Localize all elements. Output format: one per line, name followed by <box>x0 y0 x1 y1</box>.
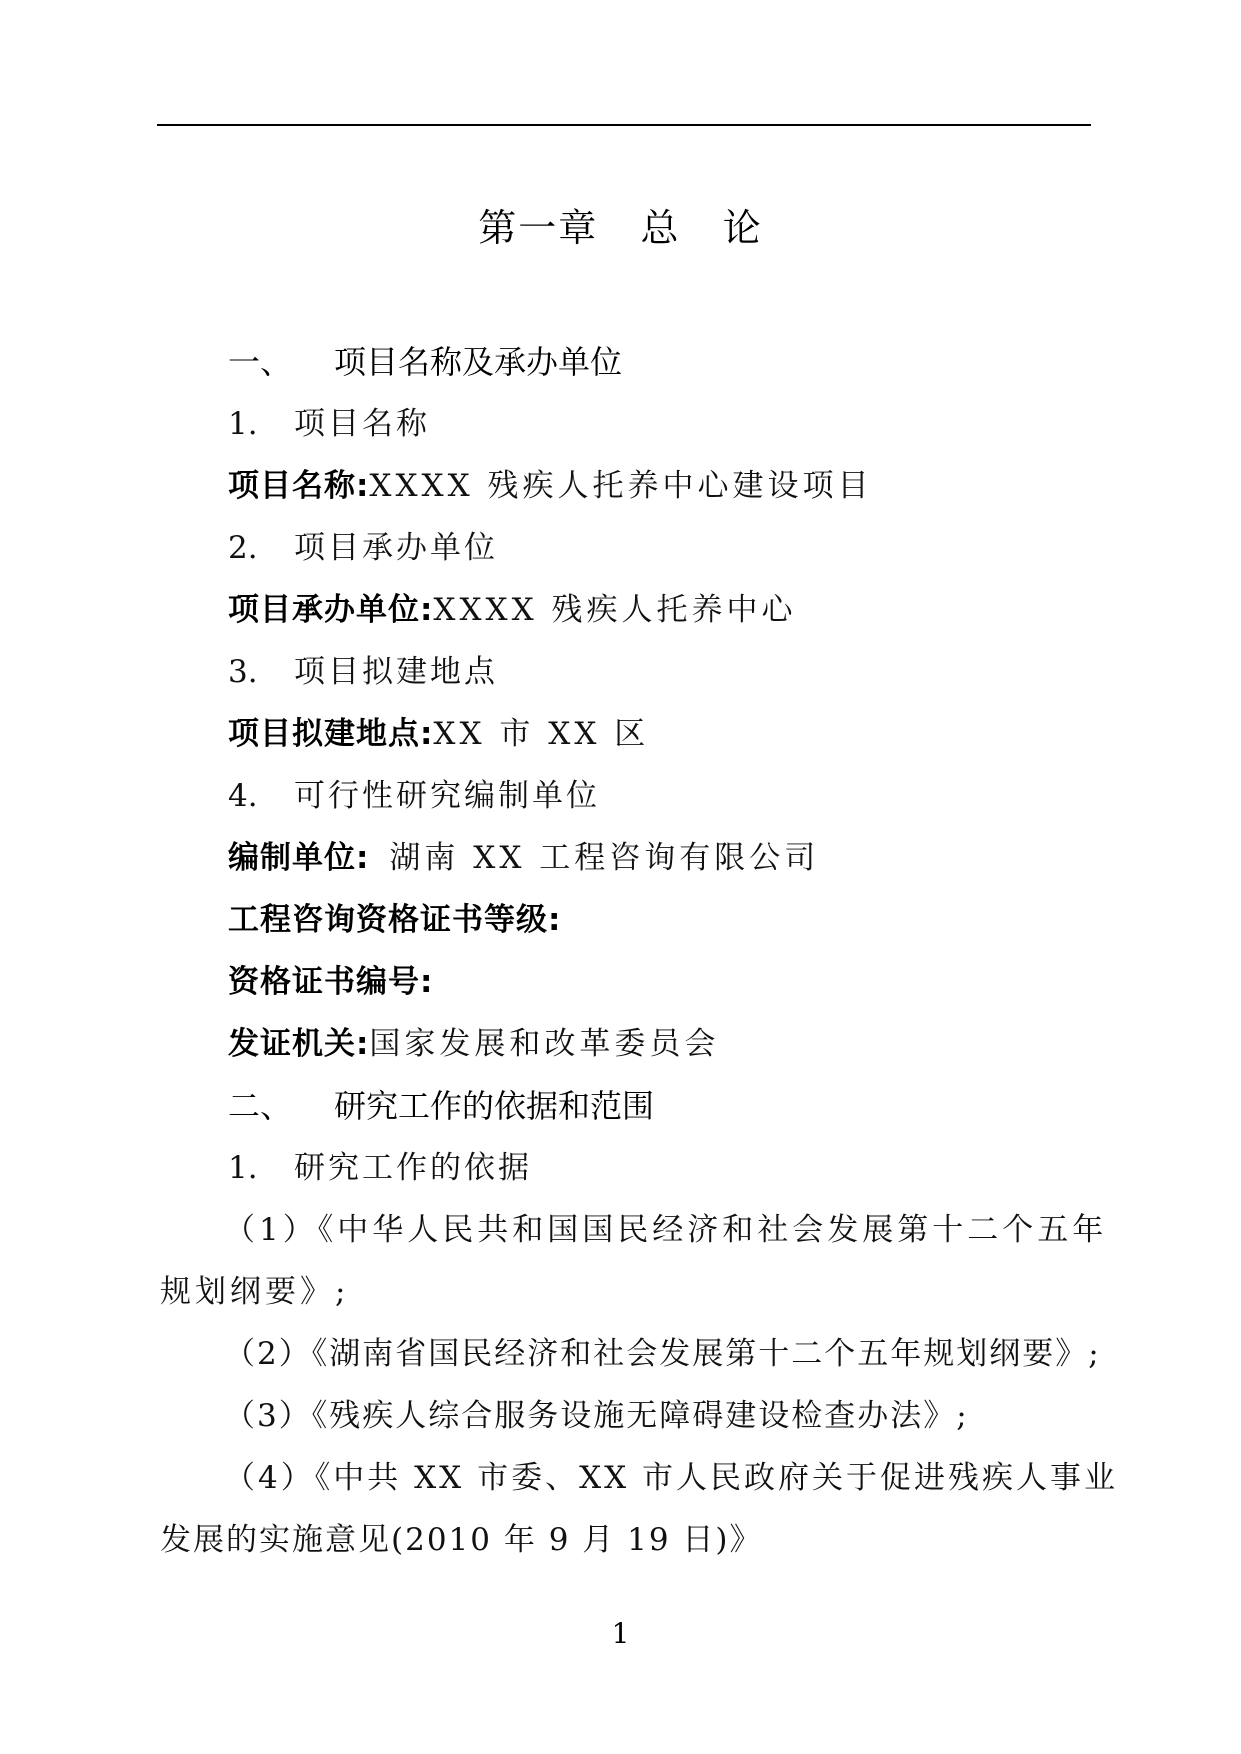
basis-item-4-continued: 发展的实施意见(2010 年 9 月 19 日)》 <box>160 1522 763 1558</box>
field-qualification-level <box>228 890 561 950</box>
field-label: 编制单位: <box>228 840 370 876</box>
field-certificate-number <box>228 952 433 1012</box>
sub-item-compiler <box>228 766 600 826</box>
field-compiler <box>228 828 819 888</box>
field-label: 发证机关: <box>228 1026 370 1062</box>
field-label: 资格证书编号: <box>228 964 434 1000</box>
basis-item-1-continued: 规划纲要》; <box>160 1274 350 1310</box>
field-label: 工程咨询资格证书等级: <box>228 902 562 938</box>
sub-item-project-name <box>228 394 430 454</box>
field-issuer <box>228 1014 719 1074</box>
sub-item-title: 可行性研究编制单位 <box>294 778 600 814</box>
field-label: 项目名称: <box>228 468 370 504</box>
sub-item-number: 3. <box>228 654 258 690</box>
field-value: XXXX 残疾人托养中心建设项目 <box>369 468 873 504</box>
field-project-name <box>228 456 873 516</box>
field-location <box>228 704 649 764</box>
sub-item-basis <box>228 1138 532 1198</box>
sub-item-title: 研究工作的依据 <box>294 1150 532 1186</box>
sub-item-location <box>228 642 498 702</box>
field-value: 湖南 XX 工程咨询有限公司 <box>389 840 820 876</box>
basis-item-4: （4）《中共 XX 市委、XX 市人民政府关于促进残疾人事业 <box>224 1460 1119 1496</box>
sub-item-title: 项目承办单位 <box>294 530 498 566</box>
header-rule <box>157 124 1091 126</box>
sub-item-number: 4. <box>228 778 258 814</box>
sub-item-number: 1. <box>228 406 258 442</box>
sub-item-title: 项目拟建地点 <box>294 654 498 690</box>
field-label: 项目拟建地点: <box>228 716 434 752</box>
basis-item-3: （3）《残疾人综合服务设施无障碍建设检查办法》; <box>224 1398 969 1434</box>
page-number: 1 <box>611 1617 630 1650</box>
section-number: 一、 <box>228 343 293 381</box>
field-value: XXXX 残疾人托养中心 <box>433 592 797 628</box>
section-heading-2 <box>228 1076 654 1136</box>
section-title: 研究工作的依据和范围 <box>334 1087 655 1125</box>
basis-item-1: （1）《中华人民共和国国民经济和社会发展第十二个五年 <box>224 1212 1108 1248</box>
basis-item-2: （2）《湖南省国民经济和社会发展第十二个五年规划纲要》; <box>224 1336 1101 1372</box>
sub-item-title: 项目名称 <box>294 406 430 442</box>
section-heading-1 <box>228 332 622 392</box>
section-number: 二、 <box>228 1087 293 1125</box>
sub-item-number: 1. <box>228 1150 258 1186</box>
sub-item-sponsor <box>228 518 498 578</box>
field-label: 项目承办单位: <box>228 592 434 628</box>
field-value: XX 市 XX 区 <box>433 716 650 752</box>
field-sponsor <box>228 580 797 640</box>
field-value: 国家发展和改革委员会 <box>369 1026 720 1062</box>
sub-item-number: 2. <box>228 530 258 566</box>
chapter-title: 第一章 总 论 <box>478 206 763 250</box>
section-title: 项目名称及承办单位 <box>334 343 623 381</box>
